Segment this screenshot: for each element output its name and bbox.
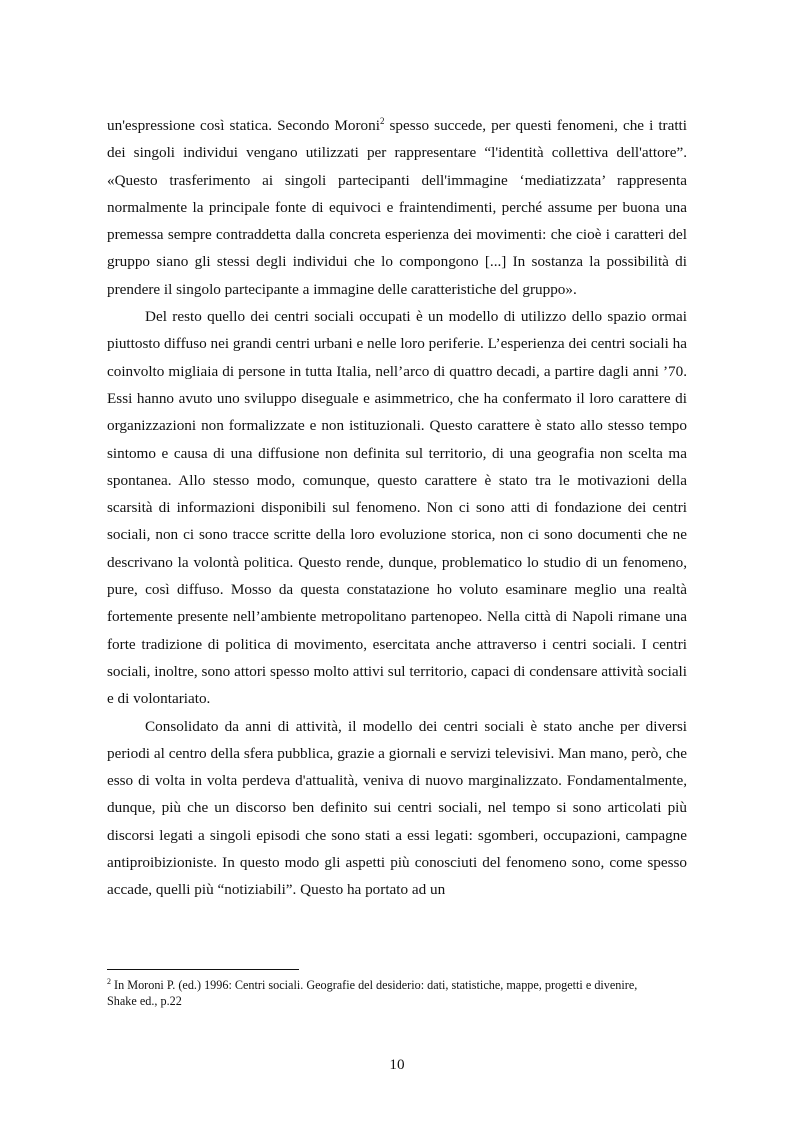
paragraph-3: Consolidato da anni di attività, il modello dei centri sociali è stato anche per diversi periodi al centro della sfera pubblica, grazie a giornali e servizi televisivi. Man mano, però, che esso di volta in volta perdeva d'attualità, veniva di nuovo marginalizzato. Fondamentalmente, dunque, più che un discorso ben definito sui centri sociali, nel tempo si sono articolati più discorsi legati a singoli episodi che sono stati a essi legati: sgomberi, occupazioni, campagne antiproibizioniste. In questo modo gli aspetti più conosciuti del fenomeno sono, come spesso accade, quelli più “notiziabili”. Questo ha portato ad un bbox=[107, 717, 687, 899]
paragraph-1 bbox=[107, 112, 687, 303]
page-number: 10 bbox=[389, 1056, 405, 1073]
paragraph-1-rest: spesso succede, per questi fenomeni, che i tratti dei singoli individui vengano utilizzati per rappresentare “l'identità collettiva dell'attore”. «Questo trasferimento ai singoli partecipanti dell'immagine ‘mediatizzata’ rappresenta normalmente la principale fonte di equivoci e fraintendimenti, perché assume per buona una premessa sempre contraddetta dalla concreta esperienza dei movimenti: che cioè i caratteri del gruppo siano gli stessi degli individui che lo compongono [...] In sostanza la possibilità di prendere il singolo partecipante a immagine delle caratteristiche del gruppo». bbox=[107, 117, 687, 298]
paragraph-1-start: un'espressione così statica. Secondo Moroni bbox=[107, 117, 380, 134]
footnote-reference[interactable]: 2 bbox=[379, 116, 385, 126]
paragraph-2: Del resto quello dei centri sociali occupati è un modello di utilizzo dello spazio ormai piuttosto diffuso nei grandi centri urbani e nelle loro periferie. L’esperienza dei centri sociali ha coinvolto migliaia di persone in tutta Italia, nell’arco di quattro decadi, a partire dagli anni ’70. Essi hanno avuto uno sviluppo diseguale e asimmetrico, che ha confermato il loro carattere di organizzazioni non formalizzate e non istituzionali. Questo carattere è stato allo stesso tempo sintomo e causa di una diffusione non definita sul territorio, di una geografia non scelta ma spontanea. Allo stesso modo, comunque, questo carattere è stato tra le motivazioni della scarsità di informazioni disponibili sul fenomeno. Non ci sono atti di fondazione dei centri sociali, non ci sono tracce scritte della loro evoluzione storica, non ci sono documenti che ne descrivano la volontà politica. Questo rende, dunque, problematico lo studio di un fenomeno, pure, così diffuso. Mosso da questa constatazione ho voluto esaminare meglio una realtà fortemente presente nell’ambiente metropolitano partenopeo. Nella città di Napoli rimane una forte tradizione di politica di movimento, esercitata anche attraverso i centri sociali. I centri sociali, inoltre, sono attori spesso molto attivi sul territorio, capaci di condensare attività sociali e di volontariato. bbox=[107, 308, 687, 708]
footnote-separator bbox=[107, 969, 299, 970]
footnote bbox=[107, 977, 647, 1009]
footnote-number: 2 bbox=[107, 977, 111, 986]
body-text bbox=[107, 112, 687, 904]
footnote-text: In Moroni P. (ed.) 1996: Centri sociali. Geografie del desiderio: dati, statistiche, mappe, progetti e divenire, Shake ed., p.22 bbox=[107, 978, 638, 1008]
